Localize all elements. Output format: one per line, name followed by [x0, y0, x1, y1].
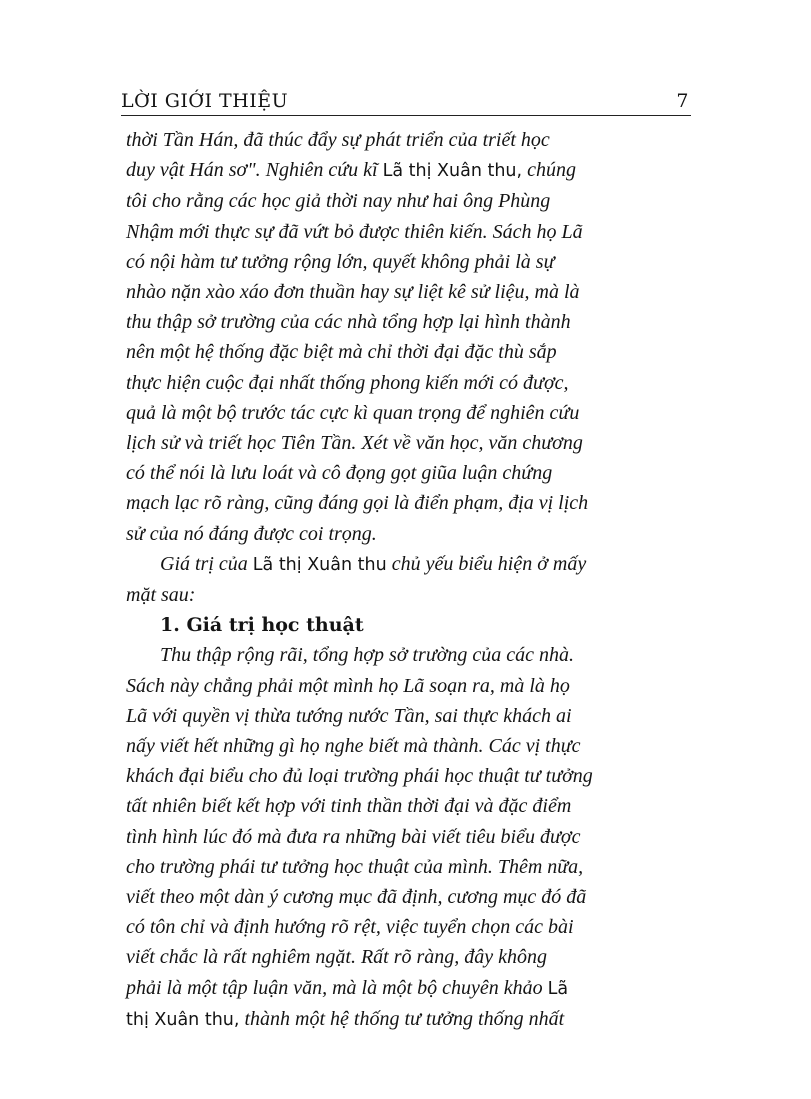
italic-span: tình hình lúc đó mà đưa ra những bài viết tiêu biểu được	[126, 825, 581, 848]
text-line	[126, 125, 698, 155]
text-line	[126, 186, 698, 216]
header-rule	[121, 115, 691, 116]
roman-span: 1. Giá trị học thuật	[160, 614, 364, 637]
italic-span: nên một hệ thống đặc biệt mà chỉ thời đại đặc thù sắp	[126, 341, 557, 364]
text-line	[126, 640, 698, 670]
text-line	[126, 519, 698, 549]
text-line	[126, 155, 698, 186]
text-line	[126, 671, 698, 701]
italic-span: Lã với quyền vị thừa tướng nước Tần, sai thực khách ai	[126, 704, 572, 727]
italic-span: nấy viết hết những gì họ nghe biết mà thành. Các vị thực	[126, 735, 581, 758]
text-line	[126, 882, 698, 912]
italic-span: thời Tần Hán, đã thúc đẩy sự phát triển của triết học	[126, 129, 550, 151]
text-line	[126, 247, 698, 277]
italic-span: có tôn chỉ và định hướng rõ rệt, việc tuyển chọn các bài	[126, 916, 574, 939]
text-line	[126, 701, 698, 731]
italic-span: chúng	[522, 159, 576, 182]
italic-span: có thể nói là lưu loát và cô đọng gọt giũa luận chứng	[126, 462, 553, 485]
italic-span: thực hiện cuộc đại nhất thống phong kiến mới có được,	[126, 371, 569, 394]
italic-span: nhào nặn xào xáo đơn thuần hay sự liệt kê sử liệu, mà là	[126, 281, 580, 304]
italic-span: duy vật Hán sơ". Nghiên cứu kĩ	[126, 159, 383, 182]
text-line	[126, 549, 698, 580]
text-line	[126, 337, 698, 367]
text-line	[126, 852, 698, 882]
italic-span: lịch sử và triết học Tiên Tần. Xét về văn học, văn chương	[126, 432, 583, 455]
italic-span: Giá trị của	[160, 552, 253, 575]
italic-span: thành một hệ thống tư tưởng thống nhất	[239, 1007, 565, 1030]
italic-span: mặt sau:	[126, 584, 196, 607]
section-heading	[126, 610, 698, 640]
italic-span: tất nhiên biết kết hợp với tinh thần thời đại và đặc điểm	[126, 795, 572, 818]
italic-span: sử của nó đáng được coi trọng.	[126, 522, 377, 545]
italic-span: Thu thập rộng rãi, tổng hợp sở trường của các nhà.	[160, 644, 575, 667]
italic-span: thu thập sở trường của các nhà tổng hợp lại hình thành	[126, 311, 571, 334]
page-number: 7	[676, 90, 689, 112]
text-line	[126, 277, 698, 307]
text-line	[126, 761, 698, 791]
italic-span: mạch lạc rõ ràng, cũng đáng gọi là điển phạm, địa vị lịch	[126, 492, 589, 515]
text-line	[126, 398, 698, 428]
italic-span: khách đại biểu cho đủ loại trường phái học thuật tư tưởng	[126, 765, 593, 788]
italic-span: viết chắc là rất nghiêm ngặt. Rất rõ ràng, đây không	[126, 946, 548, 969]
chapter-title: LỜI GIỚI THIỆU	[121, 90, 289, 112]
roman-span: Lã thị Xuân thu,	[382, 161, 523, 182]
italic-span: tôi cho rằng các học giả thời nay như hai ông Phùng	[126, 190, 551, 213]
running-header	[121, 86, 689, 112]
text-line	[126, 822, 698, 852]
roman-span: Lã thị Xuân thu	[252, 554, 387, 575]
italic-span: cho trường phái tư tưởng học thuật của mình. Thêm nữa,	[126, 855, 584, 878]
text-line	[126, 580, 698, 610]
roman-span: thị Xuân thu,	[126, 1009, 240, 1030]
text-line	[126, 307, 698, 337]
italic-span: có nội hàm tư tưởng rộng lớn, quyết không phải là sự	[126, 250, 555, 273]
text-line	[126, 217, 698, 247]
italic-span: quả là một bộ trước tác cực kì quan trọng để nghiên cứu	[126, 401, 580, 424]
text-line	[126, 731, 698, 761]
body-text	[126, 125, 698, 1035]
italic-span: viết theo một dàn ý cương mục đã định, cương mục đó đã	[126, 886, 587, 909]
text-line	[126, 428, 698, 458]
text-line	[126, 1004, 698, 1035]
text-line	[126, 942, 698, 972]
text-line	[126, 368, 698, 398]
text-line	[126, 973, 698, 1004]
text-line	[126, 488, 698, 518]
text-line	[126, 458, 698, 488]
italic-span: Sách này chẳng phải một mình họ Lã soạn ra, mà là họ	[126, 674, 570, 697]
italic-span: chủ yếu biểu hiện ở mấy	[386, 552, 587, 575]
italic-span: phải là một tập luận văn, mà là một bộ chuyên khảo	[126, 976, 548, 999]
italic-span: Nhậm mới thực sự đã vứt bỏ được thiên kiến. Sách họ Lã	[126, 220, 583, 243]
text-line	[126, 912, 698, 942]
roman-span: Lã	[547, 978, 569, 999]
text-line	[126, 791, 698, 821]
